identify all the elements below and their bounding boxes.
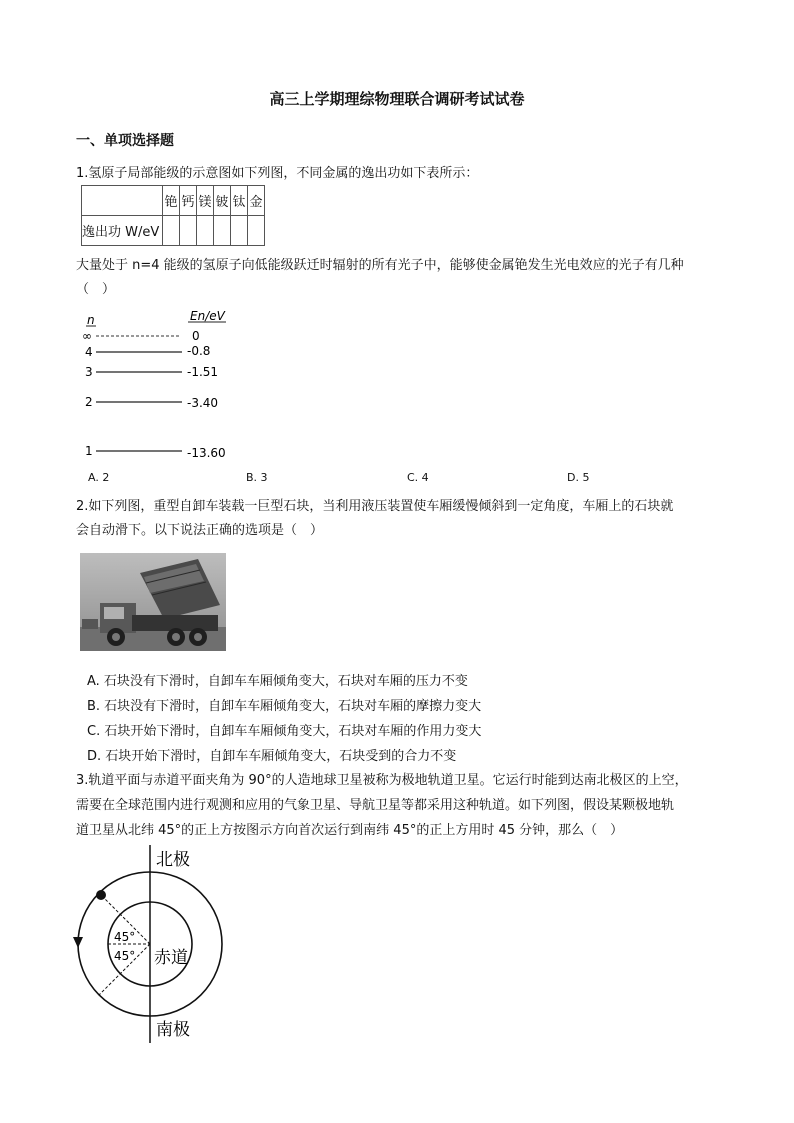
q1-option-b[interactable]: B. 3 — [246, 471, 268, 484]
level-e-3: -1.51 — [187, 365, 219, 379]
level-e-1: -13.60 — [187, 446, 226, 460]
work-function-table — [81, 185, 265, 246]
section-heading: 一、单项选择题 — [76, 133, 174, 149]
level-n-2: 2 — [85, 395, 93, 409]
north-pole-label: 北极 — [156, 850, 190, 870]
q1-question-line1: 大量处于 n=4 能级的氢原子向低能级跃迁时辐射的所有光子中，能够使金属铯发生光电效应的光子有几种 — [76, 258, 684, 273]
q3-stem-line1: 3.轨道平面与赤道平面夹角为 90°的人造地球卫星被称为极地轨道卫星。它运行时能到达南北极区的上空， — [76, 773, 688, 788]
q2-option-d[interactable]: D. 石块开始下滑时，自卸车车厢倾角变大，石块受到的合力不变 — [87, 749, 457, 764]
q2-stem-line1: 2.如下列图，重型自卸车装载一巨型石块，当利用液压装置使车厢缓慢倾斜到一定角度，车厢上的石块就 — [76, 499, 674, 514]
angle-top-label: 45° — [114, 930, 136, 944]
direction-arrow-icon — [73, 937, 83, 948]
page-title: 高三上学期理综物理联合调研考试试卷 — [269, 90, 525, 108]
table-cell — [231, 216, 248, 246]
level-e-inf: 0 — [192, 329, 200, 343]
angle-bottom-label: 45° — [114, 949, 136, 963]
q2-option-a[interactable]: A. 石块没有下滑时，自卸车车厢倾角变大，石块对车厢的压力不变 — [87, 674, 468, 689]
energy-level-diagram — [76, 300, 246, 466]
table-cell — [197, 216, 214, 246]
level-n-1: 1 — [85, 444, 93, 458]
q2-stem-line2: 会自动滑下。以下说法正确的选项是（ ） — [76, 523, 324, 538]
metal-cell: 钙 — [180, 186, 197, 216]
row-label-cell: 逸出功 W/eV — [82, 216, 163, 246]
south-pole-label: 南极 — [156, 1020, 190, 1040]
dump-truck-photo — [80, 553, 226, 651]
table-cell — [214, 216, 231, 246]
energy-axis-label: En/eV — [190, 309, 225, 323]
equator-label: 赤道 — [154, 948, 188, 968]
metal-cell: 铯 — [163, 186, 180, 216]
q1-option-d[interactable]: D. 5 — [567, 471, 590, 484]
level-n-3: 3 — [85, 365, 93, 379]
table-cell — [248, 216, 265, 246]
q3-stem-line2: 需要在全球范围内进行观测和应用的气象卫星、导航卫星等都采用这种轨道。如下列图，假设某颗极地轨 — [76, 798, 675, 813]
q1-option-a[interactable]: A. 2 — [88, 471, 110, 484]
metal-cell: 钛 — [231, 186, 248, 216]
q1-option-c[interactable]: C. 4 — [407, 471, 429, 484]
level-n-4: 4 — [85, 345, 93, 359]
table-cell — [163, 216, 180, 246]
q1-stem: 1.氢原子局部能级的示意图如下列图，不同金属的逸出功如下表所示： — [76, 166, 479, 181]
q2-option-b[interactable]: B. 石块没有下滑时，自卸车车厢倾角变大，石块对车厢的摩擦力变大 — [87, 699, 482, 714]
table-cell — [82, 186, 163, 216]
satellite-dot — [96, 890, 106, 900]
q3-stem-line3: 道卫星从北纬 45°的正上方按图示方向首次运行到南纬 45°的正上方用时 45 分钟，那么（ ） — [76, 823, 624, 838]
metal-cell: 铍 — [214, 186, 231, 216]
table-row — [82, 216, 265, 246]
level-n-inf: ∞ — [82, 329, 92, 343]
q2-option-c[interactable]: C. 石块开始下滑时，自卸车车厢倾角变大，石块对车厢的作用力变大 — [87, 724, 482, 739]
q1-question-line2: （ ） — [76, 282, 116, 297]
metal-cell: 金 — [248, 186, 265, 216]
n-axis-label: n — [87, 313, 95, 327]
level-e-4: -0.8 — [187, 344, 211, 358]
table-row — [82, 186, 265, 216]
metal-cell: 镁 — [197, 186, 214, 216]
table-cell — [180, 216, 197, 246]
level-e-2: -3.40 — [187, 396, 219, 410]
polar-orbit-figure — [68, 845, 248, 1043]
